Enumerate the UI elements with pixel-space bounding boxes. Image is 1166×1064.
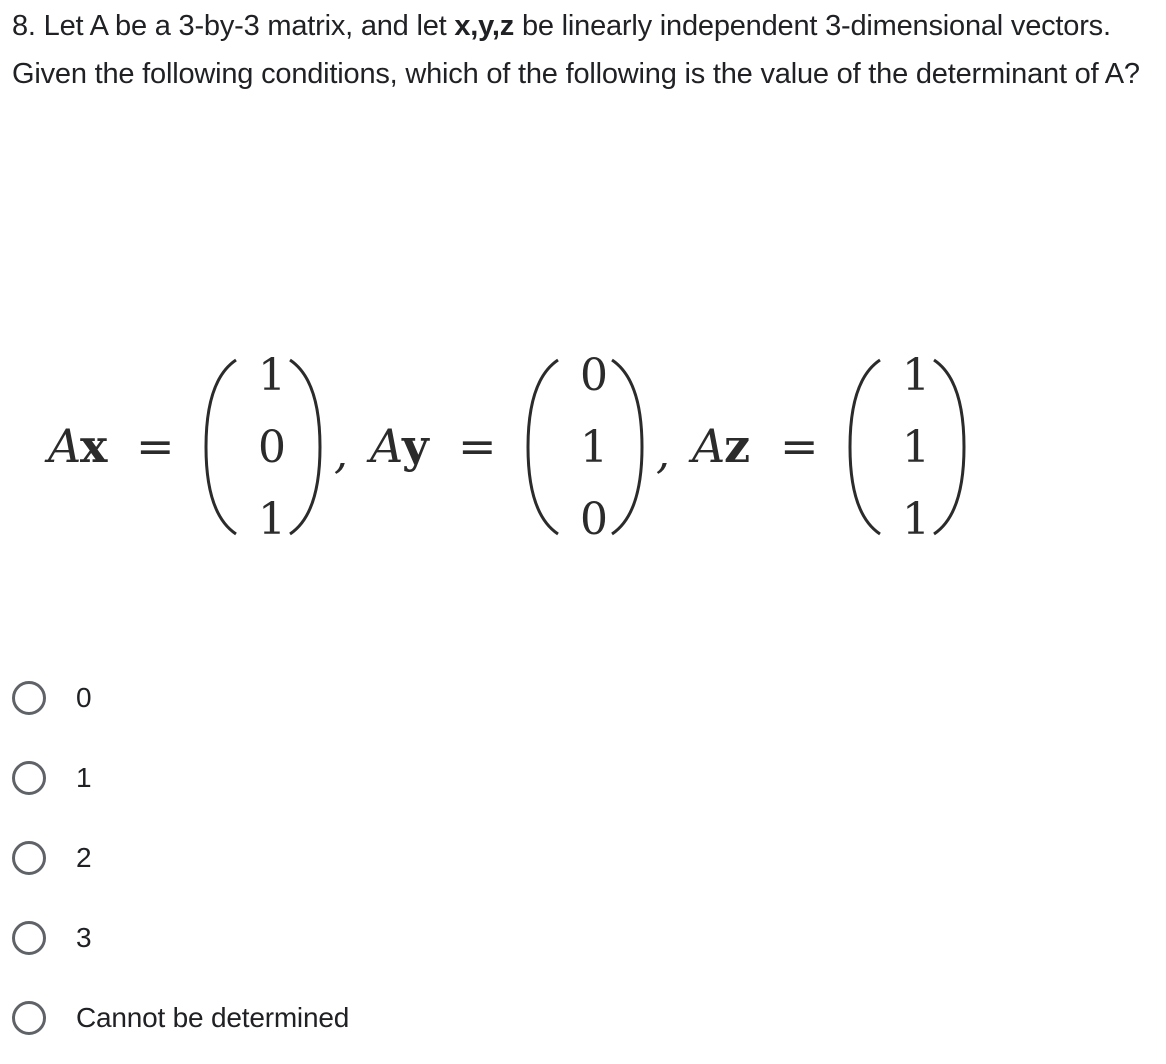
eq3-vec-2: 1 — [902, 494, 930, 545]
eq1-vec-0: 1 — [258, 350, 286, 401]
eq2-lhs-v: y — [402, 419, 429, 473]
option-1[interactable] — [12, 734, 349, 814]
eq1-sep: , — [334, 428, 348, 479]
eq3-left-paren — [850, 360, 880, 534]
option-cannot-be-determined[interactable] — [12, 974, 349, 1054]
eq1-left-paren — [206, 360, 236, 534]
option-label: 0 — [76, 682, 92, 713]
eq2-vec-2: 0 — [580, 494, 608, 545]
eq3-vec-1: 1 — [902, 422, 930, 473]
eq2-right-paren — [612, 360, 642, 534]
option-label: Cannot be determined — [76, 1002, 350, 1033]
eq1-lhs-a: A — [48, 419, 82, 473]
eq3-lhs-a: A — [692, 419, 726, 473]
eq2-lhs-a: A — [370, 419, 404, 473]
question-part2: be linearly independent 3-dimensional vectors. — [514, 10, 1111, 42]
radio-button[interactable] — [12, 921, 46, 955]
answer-options — [12, 654, 349, 1054]
question-text — [12, 2, 1152, 98]
question-vectors-bold: x,y,z — [454, 10, 515, 42]
eq2-left-paren — [528, 360, 558, 534]
option-0[interactable] — [12, 654, 349, 734]
eq3-lhs-v: z — [724, 419, 751, 473]
eq2-vec-0: 0 — [580, 350, 608, 401]
equation-svg — [40, 340, 1000, 560]
option-2[interactable] — [12, 814, 349, 894]
radio-button[interactable] — [12, 681, 46, 715]
option-label: 1 — [76, 762, 92, 793]
question-line2: Given the following conditions, which of the following is the value of the determinant of A? — [12, 58, 1140, 90]
eq2-sep: , — [656, 428, 670, 479]
radio-button[interactable] — [12, 761, 46, 795]
eq2-vec-1: 1 — [580, 422, 608, 473]
eq1-equals: = — [136, 419, 175, 473]
eq1-vec-2: 1 — [258, 494, 286, 545]
eq1-right-paren — [290, 360, 320, 534]
eq3-vec-0: 1 — [902, 350, 930, 401]
eq3-right-paren — [934, 360, 964, 534]
eq3-equals: = — [780, 419, 819, 473]
option-label: 3 — [76, 922, 92, 953]
option-3[interactable] — [12, 894, 349, 974]
eq1-vec-1: 0 — [258, 422, 286, 473]
radio-button[interactable] — [12, 841, 46, 875]
eq1-lhs-v: x — [80, 419, 108, 473]
question-part1: 8. Let A be a 3-by-3 matrix, and let — [12, 10, 455, 42]
eq2-equals: = — [458, 419, 497, 473]
radio-button[interactable] — [12, 1001, 46, 1035]
option-label: 2 — [76, 842, 92, 873]
equation-image — [40, 340, 1000, 560]
